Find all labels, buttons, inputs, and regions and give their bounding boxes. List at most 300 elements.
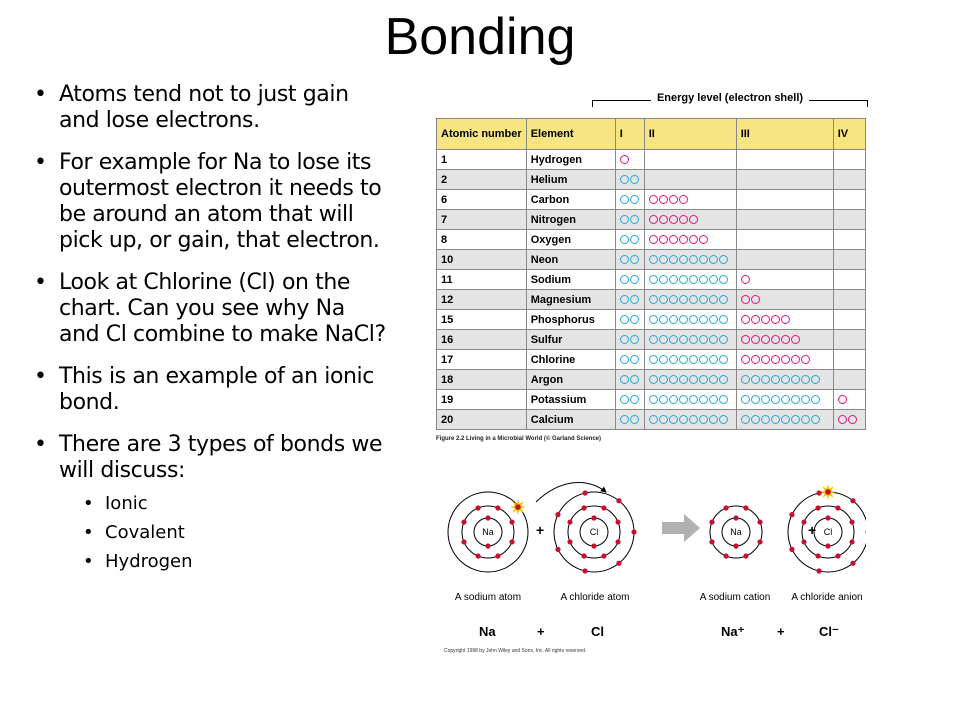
element-cell: Potassium [526, 390, 615, 410]
element-cell: Phosphorus [526, 310, 615, 330]
plus-sign: + [808, 522, 817, 538]
electron-dot [679, 195, 688, 204]
electron-dot [630, 295, 639, 304]
energy-level-label: Energy level (electron shell) [651, 92, 809, 104]
formula-cl: Cl [591, 624, 604, 639]
bullet-list [34, 82, 386, 579]
electron-dot [743, 553, 748, 558]
element-cell: Magnesium [526, 290, 615, 310]
electron-dot [630, 255, 639, 264]
electron-dot [801, 415, 810, 424]
electron-dot [771, 315, 780, 324]
atomic-number-cell: 8 [437, 230, 527, 250]
table-row [437, 150, 866, 170]
electron-dot [709, 539, 714, 544]
shell-2-cell [644, 350, 736, 370]
electron-dot [620, 415, 629, 424]
shell-2-cell [644, 370, 736, 390]
element-cell: Hydrogen [526, 150, 615, 170]
bullet-item: • Atoms tend not to just gain and lose electrons. [34, 82, 386, 134]
electron-dot [630, 335, 639, 344]
electron-dot [555, 547, 560, 552]
electron-dot [719, 415, 728, 424]
electron-dot [781, 315, 790, 324]
atomic-number-cell: 2 [437, 170, 527, 190]
table-row [437, 390, 866, 410]
shell-4-cell [833, 230, 865, 250]
shell-3-cell [736, 350, 833, 370]
electron-dot [791, 375, 800, 384]
bullet-item: • There are 3 types of bonds we will discuss: [34, 432, 386, 484]
electron-dot [741, 395, 750, 404]
electron-dot [723, 553, 728, 558]
sodium-atom-label: A sodium atom [454, 592, 522, 603]
table-row [437, 170, 866, 190]
shell-2-cell [644, 150, 736, 170]
electron-dot [835, 505, 840, 510]
electron-dot [791, 355, 800, 364]
atomic-number-cell: 15 [437, 310, 527, 330]
atomic-number-cell: 17 [437, 350, 527, 370]
electron-dot [801, 539, 806, 544]
col-shell-3: III [736, 119, 833, 150]
formula-cl-anion: Cl⁻ [819, 624, 839, 639]
shell-1-cell [615, 310, 644, 330]
col-shell-2: II [644, 119, 736, 150]
electron-dot [659, 295, 668, 304]
electron-dot [669, 255, 678, 264]
electron-dot [751, 335, 760, 344]
electron-dot [801, 395, 810, 404]
sub-bullet-hydrogen: • Hydrogen [83, 550, 386, 574]
electron-dot [649, 275, 658, 284]
shell-2-cell [644, 230, 736, 250]
chlorine-core-label: Cl [589, 527, 599, 537]
shell-1-cell [615, 250, 644, 270]
electron-dot [689, 215, 698, 224]
electron-dot [811, 395, 820, 404]
atomic-number-cell: 16 [437, 330, 527, 350]
bullet-item: • For example for Na to lose its outermost electron it needs to be around an atom that will pick up, or gain, that electron. [34, 150, 386, 254]
electron-dot [815, 505, 820, 510]
electron-dot [461, 539, 466, 544]
electron-dot [659, 315, 668, 324]
electron-dot [649, 235, 658, 244]
table-row [437, 330, 866, 350]
electron-dot [699, 275, 708, 284]
formula-na: Na [479, 624, 496, 639]
electron-dot [699, 295, 708, 304]
electron-dot [659, 335, 668, 344]
electron-dot [733, 543, 738, 548]
electron-dot [811, 415, 820, 424]
atomic-number-cell: 11 [437, 270, 527, 290]
electron-dot [649, 195, 658, 204]
electron-dot [669, 335, 678, 344]
table-row [437, 350, 866, 370]
plus-sign: + [536, 522, 545, 538]
electron-dot [689, 295, 698, 304]
electron-dot [509, 519, 514, 524]
electron-dot [630, 395, 639, 404]
shell-2-cell [644, 310, 736, 330]
electron-dot [699, 315, 708, 324]
electron-dot [659, 415, 668, 424]
sodium-cation-core-label: Na [730, 527, 742, 537]
shell-2-cell [644, 410, 736, 430]
electron-dot [689, 395, 698, 404]
electron-dot [801, 375, 810, 384]
electron-dot [719, 275, 728, 284]
electron-dot [689, 275, 698, 284]
table-row [437, 410, 866, 430]
shell-1-cell [615, 230, 644, 250]
element-cell: Sulfur [526, 330, 615, 350]
shell-2-cell [644, 170, 736, 190]
shell-4-cell [833, 270, 865, 290]
shell-3-cell [736, 290, 833, 310]
electron-dot [781, 415, 790, 424]
electron-dot [825, 543, 830, 548]
electron-dot [630, 275, 639, 284]
electron-dot [699, 375, 708, 384]
sodium-core-label: Na [482, 527, 494, 537]
electron-dot [751, 295, 760, 304]
electron-dot [811, 375, 820, 384]
shell-3-cell [736, 330, 833, 350]
electron-dot [751, 355, 760, 364]
electron-dot [649, 415, 658, 424]
element-cell: Oxygen [526, 230, 615, 250]
electron-dot [659, 195, 668, 204]
electron-dot [649, 375, 658, 384]
table-row [437, 270, 866, 290]
electron-dot [761, 335, 770, 344]
shell-4-cell [833, 250, 865, 270]
shell-4-cell [833, 310, 865, 330]
shell-1-cell [615, 150, 644, 170]
shell-2-cell [644, 330, 736, 350]
electron-dot [679, 355, 688, 364]
shell-4-cell [833, 210, 865, 230]
electron-dot [781, 375, 790, 384]
electron-dot [669, 195, 678, 204]
electron-dot [630, 355, 639, 364]
electron-dot [649, 295, 658, 304]
shell-3-cell [736, 150, 833, 170]
electron-dot [816, 490, 821, 495]
electron-dot [709, 295, 718, 304]
element-cell: Helium [526, 170, 615, 190]
electron-dot [771, 335, 780, 344]
element-cell: Chlorine [526, 350, 615, 370]
electron-dot [591, 543, 596, 548]
electron-dot [865, 529, 866, 534]
atomic-number-cell: 10 [437, 250, 527, 270]
shell-3-cell [736, 170, 833, 190]
table-body [437, 150, 866, 430]
electron-dot [601, 505, 606, 510]
electron-dot [495, 505, 500, 510]
electron-dot [689, 235, 698, 244]
diagram-copyright: Copyright 1998 by John Wiley and Sons, Inc. All rights reserved. [444, 648, 587, 654]
electron-dot [835, 553, 840, 558]
electron-dot [485, 515, 490, 520]
shell-4-cell [833, 150, 865, 170]
shell-3-cell [736, 410, 833, 430]
electron-dot [630, 315, 639, 324]
electron-dot [709, 275, 718, 284]
electron-dot [630, 375, 639, 384]
electron-dot [679, 235, 688, 244]
electron-dot [761, 315, 770, 324]
electron-dot [741, 375, 750, 384]
electron-dot [709, 255, 718, 264]
electron-dot [615, 539, 620, 544]
electron-dot [620, 255, 629, 264]
chloride-atom-label: A chloride atom [560, 592, 630, 603]
electron-dot [669, 355, 678, 364]
shell-3-cell [736, 190, 833, 210]
shell-4-cell [833, 290, 865, 310]
electron-dot [719, 255, 728, 264]
electron-dot [719, 295, 728, 304]
electron-dot [741, 295, 750, 304]
electron-dot [630, 175, 639, 184]
shell-2-cell [644, 210, 736, 230]
electron-dot [699, 355, 708, 364]
shell-4-cell [833, 170, 865, 190]
electron-dot [669, 315, 678, 324]
electron-dot [689, 255, 698, 264]
table-row [437, 210, 866, 230]
electron-dot [679, 215, 688, 224]
slide-title: Bonding [384, 8, 576, 66]
electron-dot [616, 561, 621, 566]
sub-bullet-ionic: • Ionic [83, 492, 386, 516]
table-row [437, 290, 866, 310]
electron-dot [771, 355, 780, 364]
atomic-number-cell: 12 [437, 290, 527, 310]
electron-dot [850, 561, 855, 566]
bullet-item: • Look at Chlorine (Cl) on the chart. Can you see why Na and Cl combine to make NaCl? [34, 270, 386, 348]
electron-dot [567, 539, 572, 544]
shell-1-cell [615, 290, 644, 310]
electron-dot [838, 415, 847, 424]
shell-1-cell [615, 170, 644, 190]
electron-dot [679, 335, 688, 344]
table-row [437, 250, 866, 270]
shell-2-cell [644, 390, 736, 410]
shell-2-cell [644, 290, 736, 310]
electron-dot [838, 395, 847, 404]
electron-dot [620, 295, 629, 304]
electron-dot [791, 335, 800, 344]
electron-shell-figure [436, 90, 868, 450]
element-cell: Argon [526, 370, 615, 390]
electron-dot [620, 335, 629, 344]
electron-dot [630, 195, 639, 204]
electron-dot [669, 395, 678, 404]
electron-dot [709, 395, 718, 404]
electron-dot [741, 275, 750, 284]
electron-dot [761, 375, 770, 384]
shell-3-cell [736, 270, 833, 290]
electron-dot [689, 355, 698, 364]
electron-dot [649, 335, 658, 344]
electron-dot [615, 519, 620, 524]
electron-dot [850, 498, 855, 503]
electron-dot [781, 395, 790, 404]
valence-electron-dot [825, 489, 831, 495]
electron-dot [699, 395, 708, 404]
shell-4-cell [833, 350, 865, 370]
table-header-row [437, 119, 866, 150]
electron-dot [801, 519, 806, 524]
electron-dot [555, 512, 560, 517]
electron-dot [723, 505, 728, 510]
electron-dot [771, 375, 780, 384]
reaction-arrow [662, 514, 700, 542]
element-cell: Nitrogen [526, 210, 615, 230]
atomic-number-cell: 7 [437, 210, 527, 230]
electron-dot [581, 553, 586, 558]
electron-dot [630, 415, 639, 424]
electron-dot [485, 543, 490, 548]
table-row [437, 190, 866, 210]
electron-dot [679, 315, 688, 324]
electron-dot [630, 235, 639, 244]
electron-dot [757, 519, 762, 524]
shell-1-cell [615, 270, 644, 290]
shell-3-cell [736, 310, 833, 330]
electron-dot [781, 335, 790, 344]
electron-dot [649, 395, 658, 404]
shell-2-cell [644, 250, 736, 270]
electron-dot [709, 415, 718, 424]
electron-dot [789, 547, 794, 552]
element-cell: Neon [526, 250, 615, 270]
electron-dot [620, 195, 629, 204]
electron-dot [509, 539, 514, 544]
electron-dot [495, 553, 500, 558]
electron-dot [689, 375, 698, 384]
electron-dot [669, 375, 678, 384]
electron-dot [679, 375, 688, 384]
formula-na-cation: Na⁺ [721, 624, 745, 639]
electron-dot [659, 355, 668, 364]
chloride-anion-label: A chloride anion [791, 592, 863, 603]
electron-shell-table [436, 118, 866, 430]
electron-dot [475, 505, 480, 510]
atomic-number-cell: 19 [437, 390, 527, 410]
electron-dot [709, 519, 714, 524]
formula-plus: + [777, 624, 785, 639]
electron-dot [699, 415, 708, 424]
shell-2-cell [644, 190, 736, 210]
atomic-number-cell: 1 [437, 150, 527, 170]
atomic-number-cell: 20 [437, 410, 527, 430]
electron-dot [825, 515, 830, 520]
table-row [437, 370, 866, 390]
shell-1-cell [615, 210, 644, 230]
shell-4-cell [833, 190, 865, 210]
shell-4-cell [833, 370, 865, 390]
electron-dot [709, 355, 718, 364]
electron-dot [751, 315, 760, 324]
shell-3-cell [736, 390, 833, 410]
table-row [437, 310, 866, 330]
ionic-bond-diagram [436, 470, 866, 660]
electron-dot [630, 215, 639, 224]
figure-caption: Figure 2.2 Living in a Microbial World (© Garland Science) [436, 436, 602, 442]
electron-dot [567, 519, 572, 524]
shell-1-cell [615, 350, 644, 370]
electron-dot [659, 375, 668, 384]
electron-dot [689, 415, 698, 424]
formula-plus: + [537, 624, 545, 639]
electron-dot [741, 315, 750, 324]
electron-dot [781, 355, 790, 364]
electron-dot [751, 395, 760, 404]
element-cell: Calcium [526, 410, 615, 430]
electron-dot [659, 395, 668, 404]
electron-dot [849, 519, 854, 524]
electron-dot [816, 568, 821, 573]
shell-4-cell [833, 410, 865, 430]
electron-dot [620, 235, 629, 244]
col-atomic-number: Atomic number [437, 119, 527, 150]
electron-dot [679, 275, 688, 284]
electron-dot [771, 395, 780, 404]
electron-dot [689, 335, 698, 344]
electron-dot [620, 175, 629, 184]
electron-dot [616, 498, 621, 503]
electron-dot [709, 335, 718, 344]
electron-dot [709, 375, 718, 384]
electron-dot [791, 415, 800, 424]
electron-dot [669, 415, 678, 424]
electron-dot [719, 375, 728, 384]
electron-dot [719, 335, 728, 344]
electron-dot [689, 315, 698, 324]
atomic-number-cell: 18 [437, 370, 527, 390]
electron-dot [649, 315, 658, 324]
table-row [437, 230, 866, 250]
atomic-number-cell: 6 [437, 190, 527, 210]
electron-dot [649, 255, 658, 264]
electron-dot [761, 355, 770, 364]
electron-dot [751, 415, 760, 424]
shell-3-cell [736, 230, 833, 250]
shell-3-cell [736, 250, 833, 270]
shell-3-cell [736, 370, 833, 390]
electron-dot [581, 505, 586, 510]
shell-1-cell [615, 330, 644, 350]
shell-1-cell [615, 370, 644, 390]
electron-dot [620, 275, 629, 284]
electron-dot [679, 295, 688, 304]
electron-dot [741, 355, 750, 364]
shell-4-cell [833, 330, 865, 350]
sodium-cation-label: A sodium cation [699, 592, 771, 603]
electron-dot [669, 275, 678, 284]
shell-3-cell [736, 210, 833, 230]
electron-dot [761, 415, 770, 424]
electron-dot [475, 553, 480, 558]
electron-dot [815, 553, 820, 558]
electron-dot [719, 355, 728, 364]
